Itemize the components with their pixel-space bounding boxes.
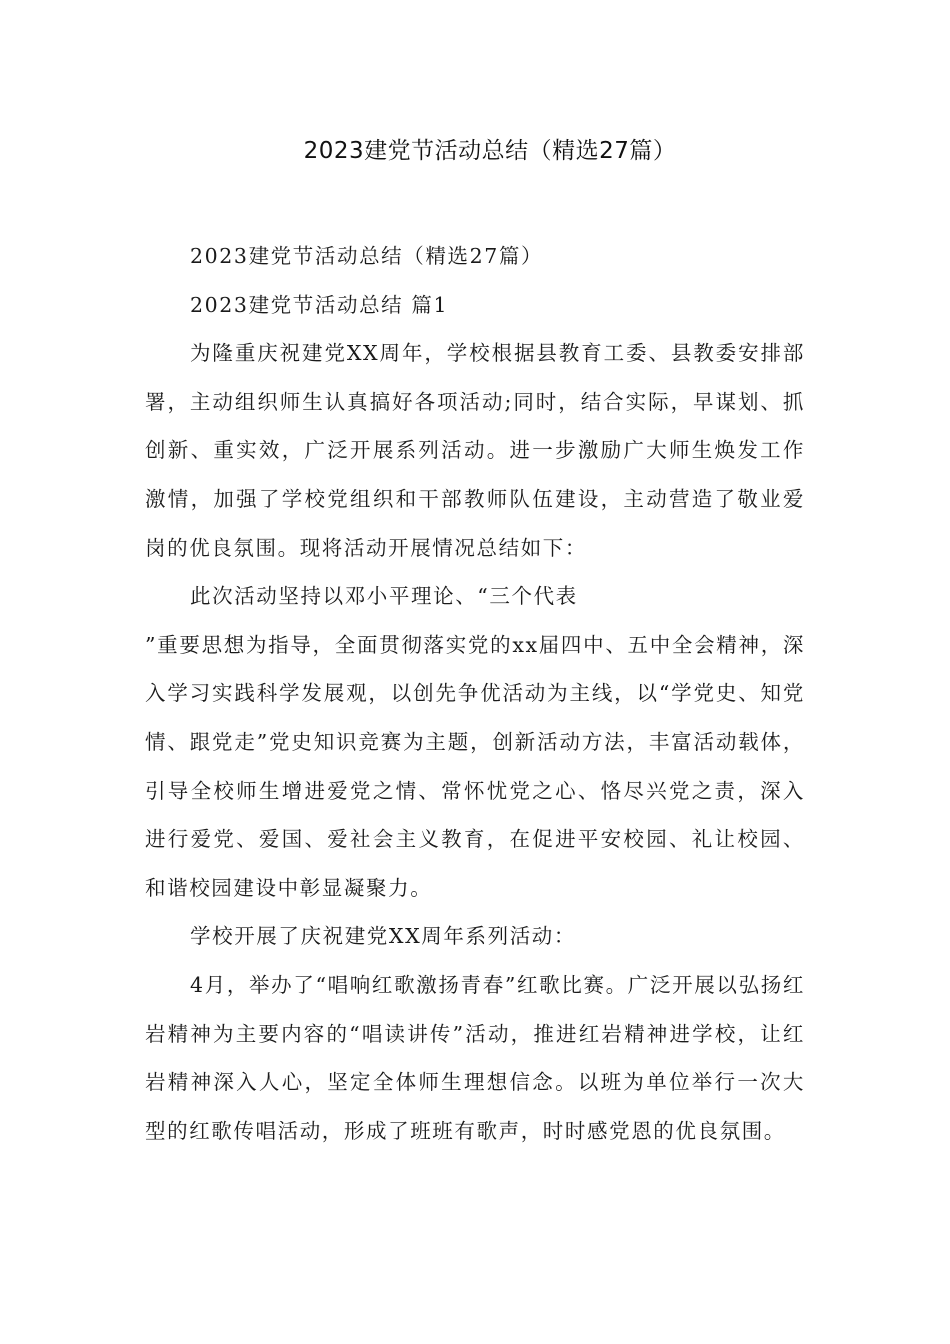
paragraph-activities-intro: 学校开展了庆祝建党XX周年系列活动： (190, 924, 576, 949)
document-body (145, 232, 805, 1155)
paragraph-subtitle: 2023建党节活动总结（精选27篇） (190, 244, 544, 268)
paragraph-april-activity: 4月，举办了“唱响红歌激扬青春”红歌比赛。广泛开展以弘扬红岩精神为主要内容的“唱读讲传”活动，推进红岩精神进学校，让红岩精神深入人心，坚定全体师生理想信念。以班为单位举行一次大型的红歌传唱活动，形成了班班有歌声，时时感党恩的优良氛围。 (145, 972, 805, 1143)
paragraph-guiding-theory: 此次活动坚持以邓小平理论、“三个代表 (190, 584, 578, 609)
paragraph-intro: 为隆重庆祝建党XX周年，学校根据县教育工委、县教委安排部署，主动组织师生认真搞好各项活动;同时，结合实际，早谋划、抓创新、重实效，广泛开展系列活动。进一步激励广大师生焕发工作激情，加强了学校党组织和干部教师队伍建设，主动营造了敬业爱岗的优良氛围。现将活动开展情况总结如下： (145, 341, 805, 560)
document-title: 2023建党节活动总结（精选27篇） (303, 138, 677, 164)
paragraph-section-heading: 2023建党节活动总结 篇1 (190, 292, 449, 317)
paragraph-guiding-continuation: ”重要思想为指导，全面贯彻落实党的xx届四中、五中全会精神，深入学习实践科学发展观，以创先争优活动为主线，以“学党史、知党情、跟党走”党史知识竞赛为主题，创新活动方法，丰富活动载体，引导全校师生增进爱党之情、常怀忧党之心、恪尽兴党之责，深入进行爱党、爱国、爱社会主义教育，在促进平安校园、礼让校园、和谐校园建设中彰显凝聚力。 (145, 632, 805, 900)
